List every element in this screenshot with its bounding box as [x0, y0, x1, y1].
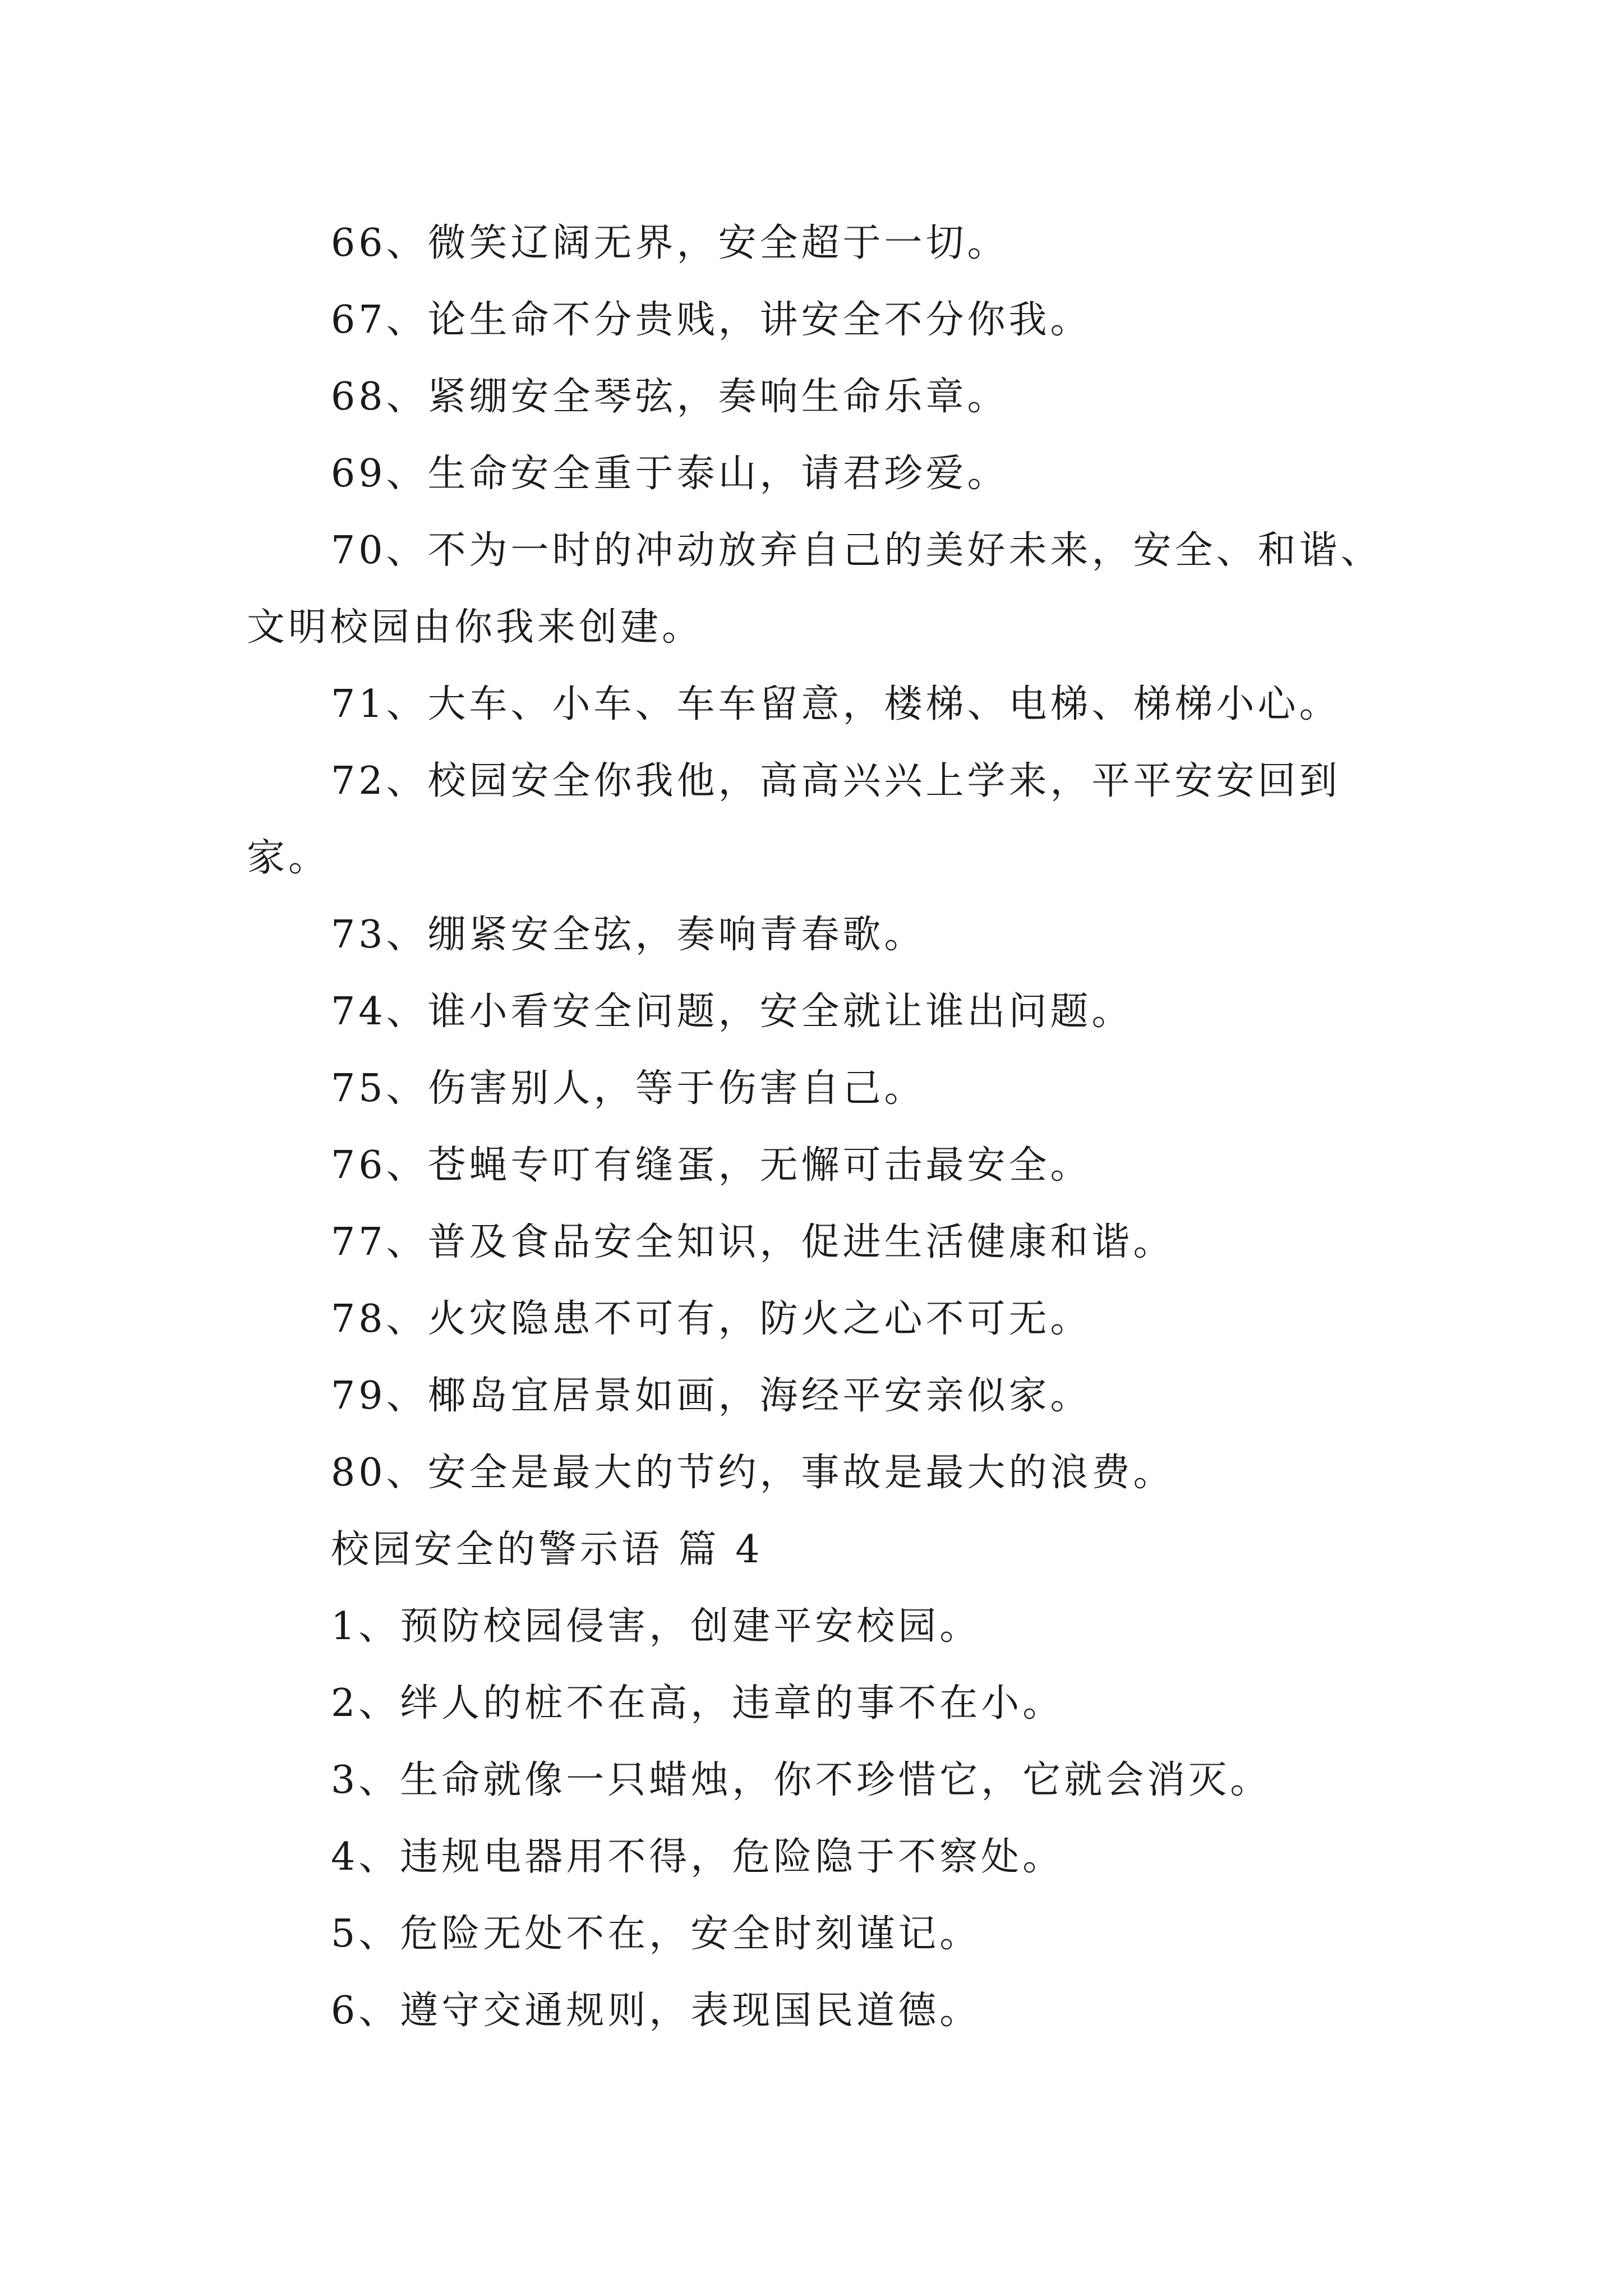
slogan-line: 80、安全是最大的节约，事故是最大的浪费。: [331, 1451, 1175, 1495]
slogan-line: 1、预防校园侵害，创建平安校园。: [331, 1604, 981, 1649]
slogan-line: 73、绷紧安全弦，奏响青春歌。: [331, 913, 926, 957]
slogan-line: 67、论生命不分贵贱，讲安全不分你我。: [331, 298, 1092, 342]
slogan-line: 5、危险无处不在，安全时刻谨记。: [331, 1912, 981, 1956]
slogan-line: 70、不为一时的冲动放弃自己的美好未来，安全、和谐、文明校园由你我来创建。: [247, 528, 1382, 650]
slogan-line: 77、普及食品安全知识，促进生活健康和谐。: [331, 1220, 1175, 1264]
document-body: [247, 205, 1396, 2049]
slogan-line: 74、谁小看安全问题，安全就让谁出问题。: [331, 990, 1133, 1034]
slogan-line: 75、伤害别人，等于伤害自己。: [331, 1066, 926, 1111]
slogan-line: 71、大车、小车、车车留意，楼梯、电梯、梯梯小心。: [331, 682, 1341, 726]
slogan-line: 66、微笑辽阔无界，安全超于一切。: [331, 221, 1009, 265]
slogan-line: 79、椰岛宜居景如画，海经平安亲似家。: [331, 1374, 1092, 1418]
slogan-line: 68、紧绷安全琴弦，奏响生命乐章。: [331, 375, 1009, 419]
slogan-line: 2、绊人的桩不在高，违章的事不在小。: [331, 1681, 1064, 1726]
section-heading: 校园安全的警示语 篇 4: [331, 1527, 763, 1572]
slogan-line: 72、校园安全你我他，高高兴兴上学来，平平安安回到家。: [247, 759, 1341, 880]
slogan-line: 3、生命就像一只蜡烛，你不珍惜它，它就会消灭。: [331, 1758, 1272, 1802]
slogan-line: 4、违规电器用不得，危险隐于不察处。: [331, 1835, 1064, 1879]
slogan-line: 6、遵守交通规则，表现国民道德。: [331, 1989, 981, 2033]
slogan-line: 76、苍蝇专叮有缝蛋，无懈可击最安全。: [331, 1143, 1092, 1188]
slogan-line: 69、生命安全重于泰山，请君珍爱。: [331, 452, 1009, 496]
slogan-line: 78、火灾隐患不可有，防火之心不可无。: [331, 1297, 1092, 1341]
